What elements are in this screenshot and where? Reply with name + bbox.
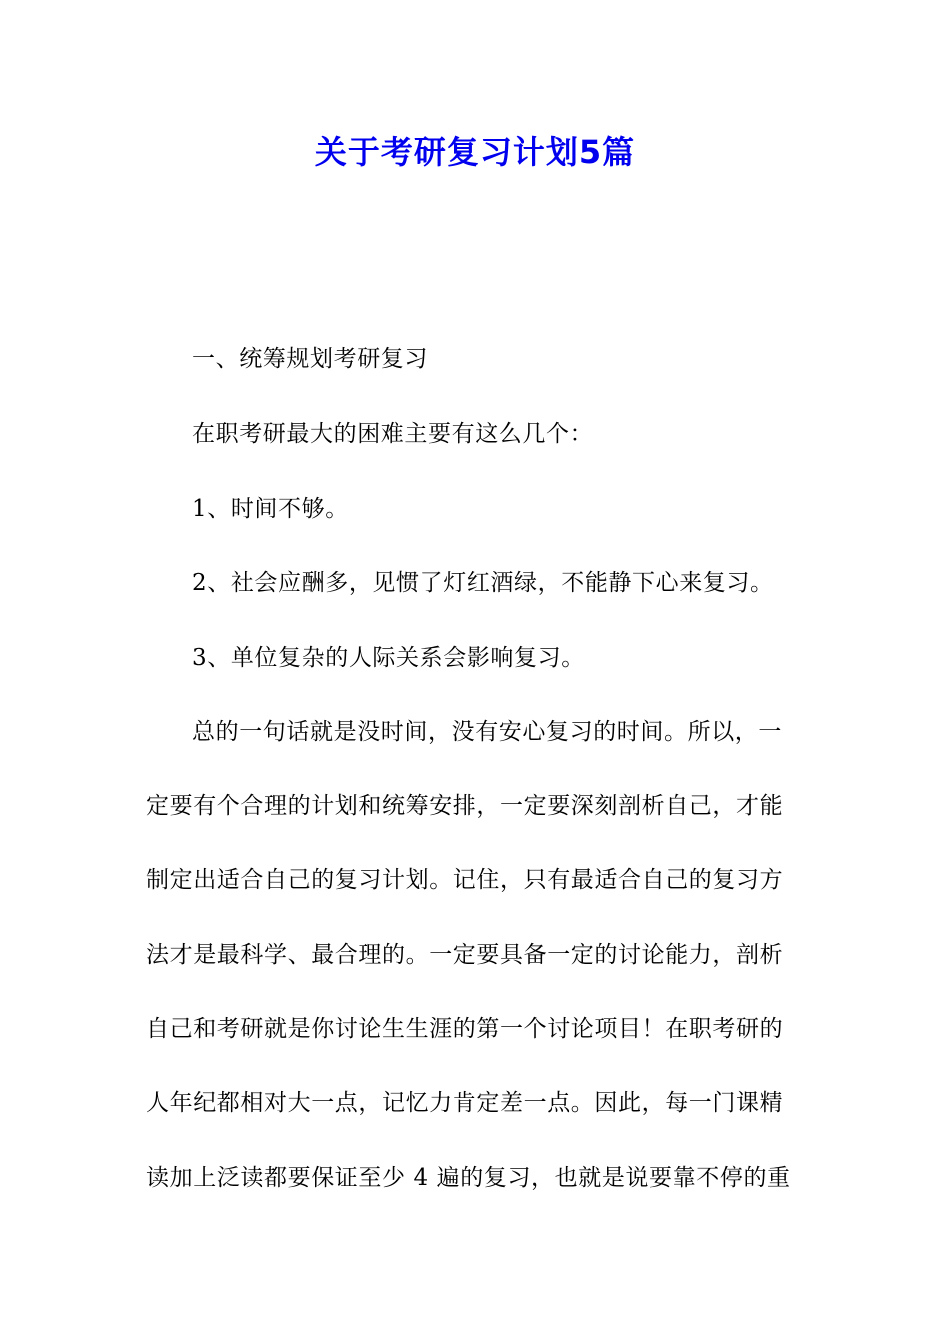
document-title: 关于考研复习计划5篇 xyxy=(314,133,636,171)
paragraph-line: 定要有个合理的计划和统筹安排，一定要深刻剖析自己，才能 xyxy=(146,793,784,819)
list-item: 1、时间不够。 xyxy=(192,496,349,522)
section-heading: 一、统筹规划考研复习 xyxy=(192,346,428,372)
paragraph-line: 读加上泛读都要保证至少 4 遍的复习，也就是说要靠不停的重 xyxy=(146,1165,791,1191)
list-item: 3、单位复杂的人际关系会影响复习。 xyxy=(192,645,585,671)
paragraph-line: 法才是最科学、最合理的。一定要具备一定的讨论能力，剖析 xyxy=(146,942,784,968)
paragraph-line: 制定出适合自己的复习计划。记住，只有最适合自己的复习方 xyxy=(146,867,784,893)
paragraph-line: 人年纪都相对大一点，记忆力肯定差一点。因此，每一门课精 xyxy=(146,1090,784,1116)
list-item: 2、社会应酬多，见惯了灯红酒绿，不能静下心来复习。 xyxy=(192,570,774,596)
paragraph-line: 自己和考研就是你讨论生生涯的第一个讨论项目！在职考研的 xyxy=(146,1016,784,1042)
intro-text: 在职考研最大的困难主要有这么几个： xyxy=(192,421,594,447)
paragraph-line: 总的一句话就是没时间，没有安心复习的时间。所以，一 xyxy=(192,719,782,745)
